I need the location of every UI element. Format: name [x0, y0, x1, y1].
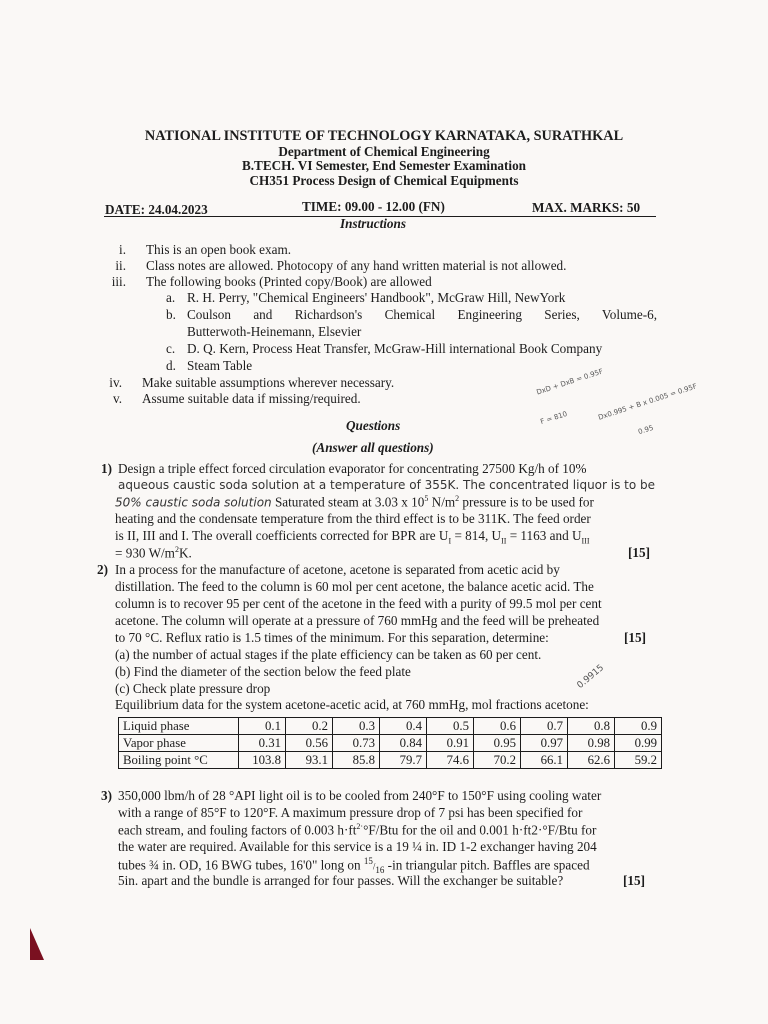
book-title: Coulson and Richardson's Chemical Engineering Series, Volume-6, [187, 307, 657, 322]
subscript: III [581, 536, 590, 546]
row-label: Boiling point °C [119, 752, 239, 769]
table-cell: 0.97 [521, 735, 568, 752]
table-cell: 0.98 [568, 735, 615, 752]
question-text: = 930 W/m [115, 545, 175, 561]
question-marks: [15] [624, 630, 646, 645]
superscript: 2 [455, 494, 460, 503]
table-cell: 93.1 [286, 752, 333, 769]
table-cell: 0.3 [333, 718, 380, 735]
table-cell: 103.8 [239, 752, 286, 769]
question-text: = 814, U [451, 528, 502, 543]
table-cell: 0.99 [615, 735, 662, 752]
institute-name: NATIONAL INSTITUTE OF TECHNOLOGY KARNATAKA, SURATHKAL [144, 128, 624, 144]
table-cell: 66.1 [521, 752, 568, 769]
subscript: I [448, 536, 452, 546]
book-title: D. Q. Kern, Process Heat Transfer, McGraw-Hill international Book Company [187, 341, 603, 356]
table-row [119, 718, 662, 735]
question-text [115, 528, 589, 546]
question-text: column is to recover 95 per cent of the acetone in the feed with a purity of 99.5 mol per cent [115, 596, 602, 611]
question-text: N/m [428, 494, 456, 510]
question-text [115, 545, 192, 561]
questions-subtitle: (Answer all questions) [312, 440, 434, 455]
table-row [119, 752, 662, 769]
question-text: °F/Btu for the oil and 0.001 h·ft2·°F/Btu for [363, 822, 597, 838]
exam-date: DATE: 24.04.2023 [105, 202, 208, 217]
question-text: 5in. apart and the bundle is arranged for four passes. Will the exchanger be suitable? [118, 873, 564, 888]
question-text-italic: 50% caustic soda solution [115, 495, 272, 510]
table-cell: 79.7 [380, 752, 427, 769]
table-cell: 0.6 [474, 718, 521, 735]
table-caption: Equilibrium data for the system acetone-acetic acid, at 760 mmHg, mol fractions acetone: [115, 697, 589, 712]
handwritten-note: DxD + DxB = 0.95F [535, 367, 605, 397]
table-cell: 0.31 [239, 735, 286, 752]
instruction-number: ii. [115, 258, 126, 273]
instruction-number: i. [119, 242, 126, 257]
instruction-number: v. [112, 391, 122, 406]
instruction-text: Make suitable assumptions wherever necessary. [142, 375, 395, 390]
question-number: 2) [97, 562, 108, 577]
handwritten-note: F = 810 [539, 409, 569, 427]
question-marks: [15] [623, 873, 645, 888]
instruction-text: The following books (Printed copy/Book) are allowed [146, 274, 432, 289]
question-number: 3) [101, 788, 112, 803]
question-text: = 1163 and U [506, 528, 582, 543]
question-text: heating and the condensate temperature from the third effect is to be 311K. The feed order [115, 511, 591, 526]
department-name: Department of Chemical Engineering [278, 144, 490, 159]
superscript: 5 [424, 494, 429, 503]
question-text [118, 822, 596, 838]
book-title: Steam Table [187, 358, 253, 373]
question-text: K. [178, 545, 192, 561]
table-cell: 59.2 [615, 752, 662, 769]
superscript: 2· [356, 822, 364, 831]
question-text: to 70 °C. Reflux ratio is 1.5 times of the minimum. For this separation, determine: [115, 630, 549, 645]
question-part: (b) Find the diameter of the section below the feed plate [115, 664, 411, 679]
table-row [119, 735, 662, 752]
question-text: the water are required. Available for this service is a 19 ¼ in. ID 1-2 exchanger having 204 [118, 839, 597, 854]
question-part: (c) Check plate pressure drop [115, 681, 271, 696]
question-text: tubes ¾ in. OD, 16 BWG tubes, 16'0" long on [118, 857, 364, 873]
question-text: distillation. The feed to the column is 60 mol per cent acetone, the balance acetic acid. The [115, 579, 594, 594]
handwritten-note: 0.95 [637, 423, 655, 437]
table-cell: 0.8 [568, 718, 615, 735]
table-cell: 74.6 [427, 752, 474, 769]
row-label: Vapor phase [119, 735, 239, 752]
book-number: d. [166, 358, 176, 373]
exam-time: TIME: 09.00 - 12.00 (FN) [302, 199, 445, 214]
instruction-number: iv. [109, 375, 122, 390]
book-title-continued: Butterwoth-Heinemann, Elsevier [187, 324, 362, 339]
question-text: tubes ¾ in. OD, 16 BWG tubes, 16'0" long on $^{15}/_{16}$ -in triangular pitch. Baffles are spaced [118, 856, 590, 876]
book-number: c. [166, 341, 176, 356]
question-text: In a process for the manufacture of acetone, acetone is separated from acetic acid by [115, 562, 560, 577]
table-cell: 0.5 [427, 718, 474, 735]
exam-name: B.TECH. VI Semester, End Semester Examination [241, 158, 527, 173]
question-text: is II, III and I. The overall coefficients corrected for BPR are U [115, 528, 449, 543]
question-text: 350,000 lbm/h of 28 °API light oil is to be cooled from 240°F to 150°F using cooling water [118, 788, 602, 803]
table-cell: 0.7 [521, 718, 568, 735]
question-text: -in triangular pitch. Baffles are spaced [384, 857, 590, 873]
question-text: aqueous caustic soda solution at a temperature of 355K. The concentrated liquor is to be [118, 478, 656, 492]
question-text [115, 494, 594, 510]
book-title: R. H. Perry, "Chemical Engineers' Handbook", McGraw Hill, NewYork [187, 290, 566, 305]
page-corner-mark [30, 928, 44, 960]
equilibrium-table [118, 717, 662, 769]
table-cell: 0.2 [286, 718, 333, 735]
table-cell: 85.8 [333, 752, 380, 769]
question-text: acetone. The column will operate at a pressure of 760 mmHg and the feed will be preheated [115, 613, 600, 628]
question-text: pressure is to be used for [459, 494, 594, 510]
question-text: with a range of 85°F to 120°F. A maximum pressure drop of 7 psi has been specified for [118, 805, 583, 820]
question-number: 1) [101, 461, 112, 476]
handwritten-note: Dx0.995 + B x 0.005 = 0.95F [597, 382, 698, 422]
question-part: (a) the number of actual stages if the plate efficiency can be taken as 60 per cent. [115, 647, 542, 662]
table-cell: 0.95 [474, 735, 521, 752]
instruction-text: This is an open book exam. [146, 242, 292, 257]
table-cell: 0.9 [615, 718, 662, 735]
table-cell: 0.91 [427, 735, 474, 752]
row-label: Liquid phase [119, 718, 239, 735]
table-cell: 0.84 [380, 735, 427, 752]
subscript: II [501, 536, 507, 546]
instruction-number: iii. [111, 274, 126, 289]
table-cell: 0.1 [239, 718, 286, 735]
instructions-title: Instructions [340, 216, 406, 231]
question-text: Saturated steam at 3.03 x 10 [271, 494, 425, 510]
book-number: a. [166, 290, 176, 305]
superscript: 2 [174, 545, 179, 554]
course-name: CH351 Process Design of Chemical Equipments [249, 173, 519, 188]
instruction-text: Assume suitable data if missing/required. [142, 391, 361, 406]
question-text: each stream, and fouling factors of 0.003 h·ft [118, 822, 357, 838]
fraction-numerator: 15 [363, 856, 373, 866]
question-marks: [15] [628, 545, 650, 560]
question-text: Design a triple effect forced circulation evaporator for concentrating 27500 Kg/h of 10% [118, 461, 587, 476]
instruction-text: Class notes are allowed. Photocopy of any hand written material is not allowed. [146, 258, 567, 273]
table-cell: 0.4 [380, 718, 427, 735]
fraction-denominator: 16 [375, 865, 385, 876]
table-cell: 0.56 [286, 735, 333, 752]
table-cell: 62.6 [568, 752, 615, 769]
table-cell: 70.2 [474, 752, 521, 769]
max-marks: MAX. MARKS: 50 [532, 200, 641, 215]
handwritten-note: 0.9915 [575, 663, 607, 691]
table-cell: 0.73 [333, 735, 380, 752]
book-number: b. [166, 307, 176, 322]
questions-title: Questions [346, 418, 401, 433]
